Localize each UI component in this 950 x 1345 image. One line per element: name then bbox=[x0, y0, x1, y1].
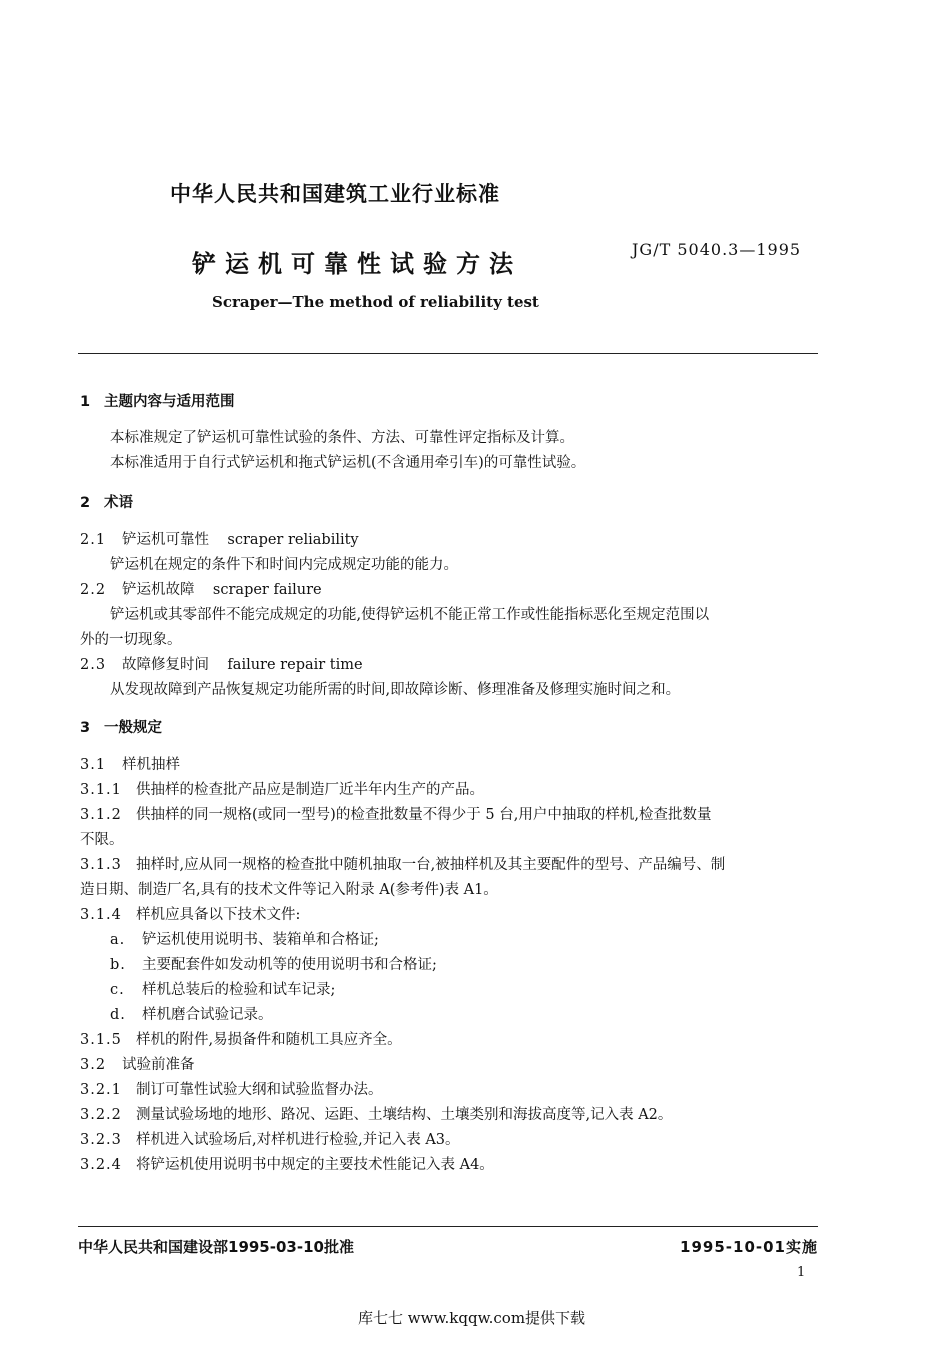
standard-category: 中华人民共和国建筑工业行业标准 bbox=[170, 182, 500, 206]
clause-number: 3 bbox=[80, 720, 92, 736]
body-line bbox=[80, 1055, 195, 1075]
body-line bbox=[80, 1130, 460, 1150]
clause-number: 3.1.4 bbox=[80, 907, 122, 923]
clause-text: 铲运机使用说明书、装箱单和合格证; bbox=[142, 932, 379, 948]
approval-line: 中华人民共和国建设部1995-03-10批准 bbox=[78, 1238, 354, 1256]
clause-text: 铲运机可靠性 scraper reliability bbox=[122, 532, 359, 548]
section-heading bbox=[80, 493, 133, 513]
clause-text: 故障修复时间 failure repair time bbox=[122, 657, 363, 673]
clause-text: 样机总装后的检验和试车记录; bbox=[142, 982, 336, 998]
english-title: Scraper—The method of reliability test bbox=[212, 293, 539, 311]
body-line bbox=[110, 680, 680, 700]
header-rule bbox=[78, 353, 818, 354]
clause-text: 样机的附件,易损备件和随机工具应齐全。 bbox=[136, 1032, 402, 1048]
clause-text: 从发现故障到产品恢复规定功能所需的时间,即故障诊断、修理准备及修理实施时间之和。 bbox=[110, 682, 681, 698]
standard-code: JG/T 5040.3—1995 bbox=[632, 240, 802, 259]
clause-text: 制订可靠性试验大纲和试验监督办法。 bbox=[136, 1082, 383, 1098]
body-line bbox=[80, 1155, 494, 1175]
clause-text: 供抽样的同一规格(或同一型号)的检查批数量不得少于 5 台,用户中抽取的样机,检查批数量 bbox=[136, 807, 712, 823]
clause-number: 3.2.3 bbox=[80, 1132, 122, 1148]
clause-number: d. bbox=[110, 1007, 126, 1023]
clause-text: 外的一切现象。 bbox=[80, 632, 182, 648]
clause-text: 造日期、制造厂名,具有的技术文件等记入附录 A(参考件)表 A1。 bbox=[80, 882, 498, 898]
body-line bbox=[110, 930, 379, 950]
clause-text: 样机进入试验场后,对样机进行检验,并记入表 A3。 bbox=[136, 1132, 460, 1148]
clause-text: 铲运机故障 scraper failure bbox=[122, 582, 322, 598]
body-line bbox=[80, 805, 711, 825]
clause-text: 供抽样的检查批产品应是制造厂近半年内生产的产品。 bbox=[136, 782, 484, 798]
clause-text: 测量试验场地的地形、路况、运距、土壤结构、土壤类别和海拔高度等,记入表 A2。 bbox=[136, 1107, 673, 1123]
clause-number: 2 bbox=[80, 495, 92, 511]
clause-number: 3.2.2 bbox=[80, 1107, 122, 1123]
clause-text: 将铲运机使用说明书中规定的主要技术性能记入表 A4。 bbox=[136, 1157, 494, 1173]
clause-number: 2.2 bbox=[80, 582, 107, 598]
body-line bbox=[110, 955, 437, 975]
clause-number: 3.2.1 bbox=[80, 1082, 122, 1098]
clause-number: 3.1.3 bbox=[80, 857, 122, 873]
body-line bbox=[80, 830, 124, 850]
clause-number: 2.1 bbox=[80, 532, 107, 548]
footer-rule bbox=[78, 1226, 818, 1227]
clause-text: 术语 bbox=[104, 495, 133, 511]
clause-number: 2.3 bbox=[80, 657, 107, 673]
clause-text: 抽样时,应从同一规格的检查批中随机抽取一台,被抽样机及其主要配件的型号、产品编号、制 bbox=[136, 857, 726, 873]
section-heading bbox=[80, 718, 162, 738]
clause-number: a. bbox=[110, 932, 126, 948]
clause-text: 试验前准备 bbox=[122, 1057, 195, 1073]
body-line bbox=[80, 755, 180, 775]
clause-number: 3.1.2 bbox=[80, 807, 122, 823]
body-line bbox=[110, 555, 458, 575]
clause-number: 3.2 bbox=[80, 1057, 107, 1073]
body-line bbox=[110, 1005, 273, 1025]
clause-text: 不限。 bbox=[80, 832, 124, 848]
clause-text: 铲运机在规定的条件下和时间内完成规定功能的能力。 bbox=[110, 557, 458, 573]
section-heading bbox=[80, 392, 235, 412]
body-line bbox=[80, 580, 322, 600]
clause-text: 一般规定 bbox=[104, 720, 162, 736]
clause-number: 3.1.5 bbox=[80, 1032, 122, 1048]
clause-text: 本标准规定了铲运机可靠性试验的条件、方法、可靠性评定指标及计算。 bbox=[110, 430, 574, 446]
document-title: 铲运机可靠性试验方法 bbox=[192, 250, 522, 278]
body-line bbox=[110, 453, 585, 473]
clause-text: 本标准适用于自行式铲运机和拖式铲运机(不含通用牵引车)的可靠性试验。 bbox=[110, 455, 586, 471]
body-line bbox=[80, 1105, 672, 1125]
clause-text: 样机抽样 bbox=[122, 757, 180, 773]
body-line bbox=[80, 655, 363, 675]
clause-number: b. bbox=[110, 957, 126, 973]
download-watermark: 库七七 www.kqqw.com提供下载 bbox=[358, 1309, 586, 1327]
clause-text: 主题内容与适用范围 bbox=[104, 394, 235, 410]
body-line bbox=[110, 980, 335, 1000]
effective-date: 1995-10-01实施 bbox=[680, 1238, 818, 1256]
page-number: 1 bbox=[797, 1265, 806, 1280]
clause-number: 1 bbox=[80, 394, 92, 410]
body-line bbox=[80, 530, 359, 550]
body-line bbox=[110, 428, 574, 448]
body-line bbox=[80, 780, 484, 800]
body-line bbox=[80, 1030, 402, 1050]
body-line bbox=[80, 855, 725, 875]
body-line bbox=[110, 605, 709, 625]
clause-text: 样机磨合试验记录。 bbox=[142, 1007, 273, 1023]
clause-number: 3.1.1 bbox=[80, 782, 122, 798]
body-line bbox=[80, 905, 300, 925]
clause-text: 主要配套件如发动机等的使用说明书和合格证; bbox=[142, 957, 437, 973]
clause-number: 3.1 bbox=[80, 757, 107, 773]
clause-text: 样机应具备以下技术文件: bbox=[136, 907, 301, 923]
clause-number: 3.2.4 bbox=[80, 1157, 122, 1173]
body-line bbox=[80, 880, 498, 900]
clause-text: 铲运机或其零部件不能完成规定的功能,使得铲运机不能正常工作或性能指标恶化至规定范围以 bbox=[110, 607, 710, 623]
body-line bbox=[80, 1080, 383, 1100]
clause-number: c. bbox=[110, 982, 125, 998]
body-line bbox=[80, 630, 182, 650]
